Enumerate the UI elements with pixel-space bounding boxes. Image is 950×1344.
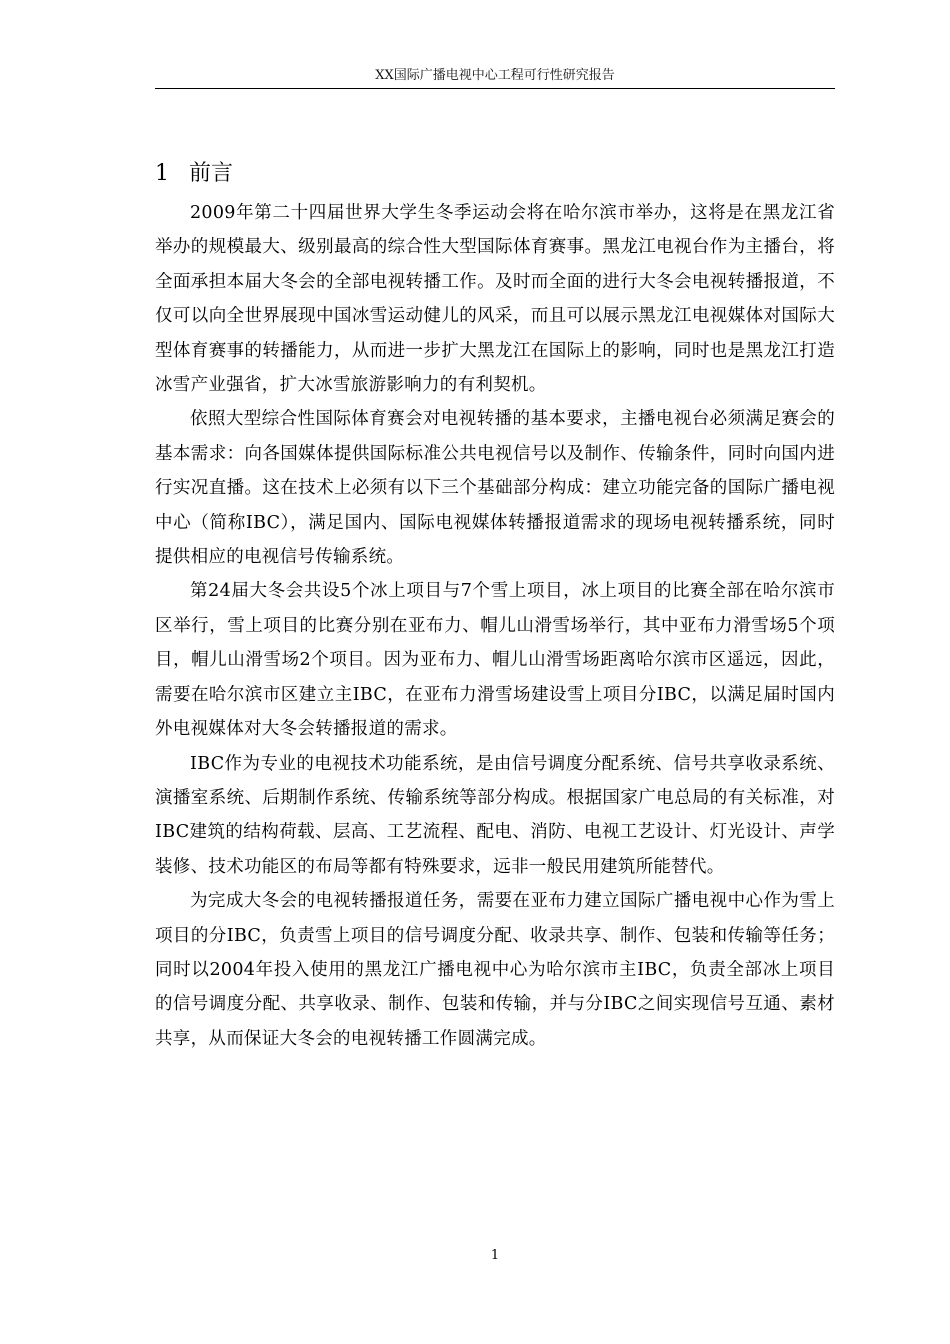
header-rule <box>155 88 835 89</box>
paragraph-4: IBC作为专业的电视技术功能系统，是由信号调度分配系统、信号共享收录系统、演播室系统、后期制作系统、传输系统等部分构成。根据国家广电总局的有关标准，对IBC建筑的结构荷载、层高、工艺流程、配电、消防、电视工艺设计、灯光设计、声学装修、技术功能区的布局等都有特殊要求，远非一般民用建筑所能替代。 <box>155 753 835 877</box>
paragraph-2: 依照大型综合性国际体育赛会对电视转播的基本要求，主播电视台必须满足赛会的基本需求：向各国媒体提供国际标准公共电视信号以及制作、传输条件，同时向国内进行实况直播。这在技术上必须有以下三个基础部分构成：建立功能完备的国际广播电视中心（简称IBC），满足国内、国际电视媒体转播报道需求的现场电视转播系统，同时提供相应的电视信号传输系统。 <box>155 409 835 568</box>
running-header: XX国际广播电视中心工程可行性研究报告 <box>375 68 615 83</box>
paragraph-5: 为完成大冬会的电视转播报道任务，需要在亚布力建立国际广播电视中心作为雪上项目的分IBC，负责雪上项目的信号调度分配、收录共享、制作、包装和传输等任务；同时以2004年投入使用的黑龙江广播电视中心为哈尔滨市主IBC，负责全部冰上项目的信号调度分配、共享收录、制作、包装和传输，并与分IBC之间实现信号互通、素材共享，从而保证大冬会的电视转播工作圆满完成。 <box>155 891 835 1049</box>
section-number: 1 <box>155 160 169 186</box>
document-body <box>155 196 835 1056</box>
page-number: 1 <box>490 1248 500 1263</box>
section-title: 前言 <box>189 160 234 186</box>
paragraph-3: 第24届大冬会共设5个冰上项目与7个雪上项目，冰上项目的比赛全部在哈尔滨市区举行，雪上项目的比赛分别在亚布力、帽儿山滑雪场举行，其中亚布力滑雪场5个项目，帽儿山滑雪场2个项目。因为亚布力、帽儿山滑雪场距离哈尔滨市区遥远，因此，需要在哈尔滨市区建立主IBC，在亚布力滑雪场建设雪上项目分IBC，以满足届时国内外电视媒体对大冬会转播报道的需求。 <box>155 581 835 740</box>
paragraph-1: 2009年第二十四届世界大学生冬季运动会将在哈尔滨市举办，这将是在黑龙江省举办的规模最大、级别最高的综合性大型国际体育赛事。黑龙江电视台作为主播台，将全面承担本届大冬会的全部电视转播工作。及时而全面的进行大冬会电视转播报道，不仅可以向全世界展现中国冰雪运动健儿的风采，而且可以展示黑龙江电视媒体对国际大型体育赛事的转播能力，从而进一步扩大黑龙江在国际上的影响，同时也是黑龙江打造冰雪产业强省，扩大冰雪旅游影响力的有利契机。 <box>155 203 835 396</box>
section-heading <box>155 159 233 189</box>
